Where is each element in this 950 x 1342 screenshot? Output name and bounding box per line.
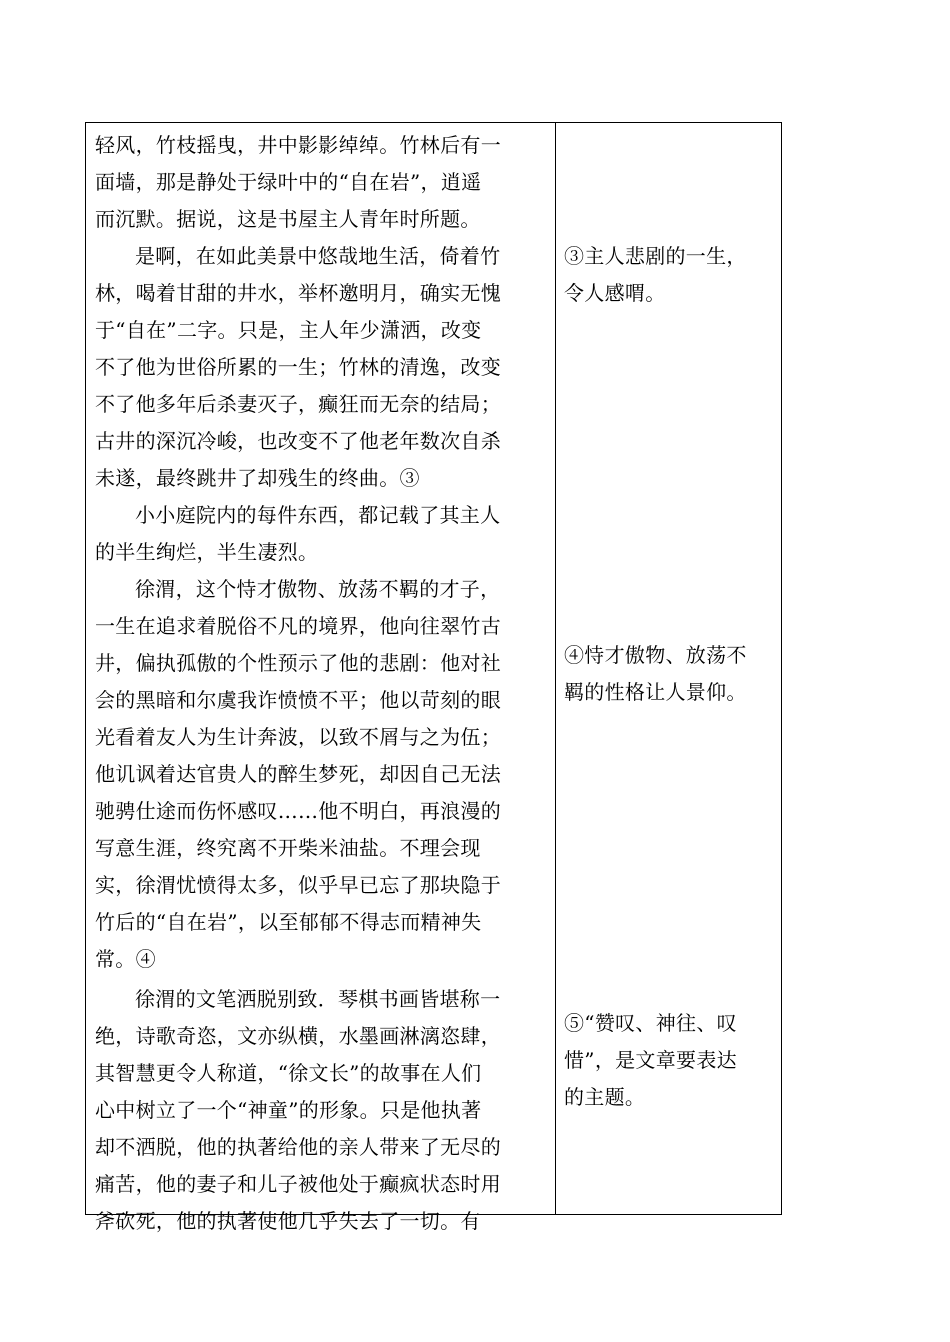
text-line: 于“自在”二字。只是，主人年少潇洒，改变 [95, 318, 482, 342]
text-line: 徐渭，这个恃才傲物、放荡不羁的才子， [135, 577, 501, 601]
comment-line: ④恃才傲物、放荡不 [564, 643, 747, 667]
text-line: 常。④ [95, 947, 156, 971]
column-divider [555, 123, 556, 1214]
text-line: 一生在追求着脱俗不凡的境界，他向往翠竹古 [95, 614, 501, 638]
text-line: 光看着友人为生计奔波，以致不屑与之为伍； [95, 725, 501, 749]
text-line: 未遂，最终跳井了却残生的终曲。③ [95, 466, 420, 490]
text-line: 的半生绚烂，半生凄烈。 [95, 540, 319, 564]
text-line: 斧砍死，他的执著使他几乎失去了一切。有 [95, 1209, 481, 1233]
text-line: 痛苦，他的妻子和儿子被他处于癫疯状态时用 [95, 1172, 501, 1196]
comment-line: 令人感喟。 [564, 281, 666, 305]
text-line: 其智慧更令人称道，“徐文长”的故事在人们 [95, 1061, 482, 1085]
text-line: 却不洒脱，他的执著给他的亲人带来了无尽的 [95, 1135, 501, 1159]
text-line: 写意生涯，终究离不开柴米油盐。不理会现 [95, 836, 481, 860]
comment-3 [564, 238, 770, 312]
text-line: 心中树立了一个“神童”的形象。只是他执著 [95, 1098, 482, 1122]
comment-line: ⑤“赞叹、神往、叹 [564, 1011, 737, 1035]
essay-table [85, 122, 782, 1233]
paragraph-3 [95, 497, 545, 571]
comment-4 [564, 637, 770, 711]
text-line: 古井的深沉冷峻，也改变不了他老年数次自杀 [95, 429, 501, 453]
paragraph-2 [95, 238, 545, 497]
text-line: 是啊，在如此美景中悠哉地生活，倚着竹 [135, 244, 501, 268]
paragraph-1 [95, 127, 545, 238]
text-line: 轻风，竹枝摇曳，井中影影绰绰。竹林后有一 [95, 133, 501, 157]
text-line: 井，偏执孤傲的个性预示了他的悲剧：他对社 [95, 651, 501, 675]
text-line: 不了他多年后杀妻灭子，癫狂而无奈的结局； [95, 392, 501, 416]
text-line: 竹后的“自在岩”，以至郁郁不得志而精神失 [95, 910, 482, 934]
text-line: 面墙，那是静处于绿叶中的“自在岩”，逍遥 [95, 170, 482, 194]
comment-line: 的主题。 [564, 1085, 646, 1109]
text-line: 林，喝着甘甜的井水，举杯邀明月，确实无愧 [95, 281, 501, 305]
comment-5 [564, 1005, 770, 1116]
text-line: 徐渭的文笔洒脱别致．琴棋书画皆堪称一 [135, 987, 501, 1011]
comment-line: 惜”，是文章要表达 [564, 1048, 737, 1072]
text-line: 会的黑暗和尔虞我诈愤愤不平；他以苛刻的眼 [95, 688, 501, 712]
text-line: 驰骋仕途而伤怀感叹……他不明白，再浪漫的 [95, 799, 501, 823]
essay-text-column [95, 127, 545, 1240]
text-line: 不了他为世俗所累的一生；竹林的清逸，改变 [95, 355, 501, 379]
text-line: 小小庭院内的每件东西，都记载了其主人 [135, 503, 501, 527]
text-line: 实，徐渭忧愤得太多，似乎早已忘了那块隐于 [95, 873, 501, 897]
text-line: 他讥讽着达官贵人的醉生梦死，却因自己无法 [95, 762, 501, 786]
comment-line: 羁的性格让人景仰。 [564, 680, 747, 704]
text-line: 而沉默。据说，这是书屋主人青年时所题。 [95, 207, 481, 231]
comment-line: ③主人悲剧的一生， [564, 244, 747, 268]
paragraph-5 [95, 981, 545, 1240]
text-line: 绝，诗歌奇恣，文亦纵横，水墨画淋漓恣肆， [95, 1024, 501, 1048]
paragraph-4 [95, 571, 545, 978]
